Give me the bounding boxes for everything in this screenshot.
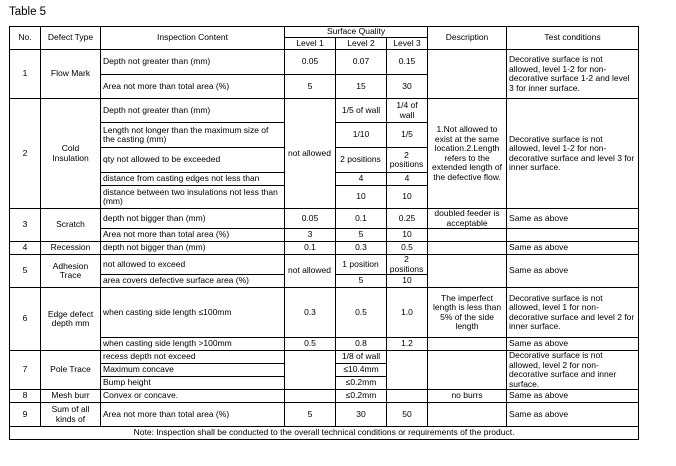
row-no: 7 (10, 351, 41, 390)
level-3-value (387, 351, 428, 390)
level-1-value: 5 (285, 403, 336, 427)
table-row (10, 338, 639, 351)
defect-type: Cold Insulation (41, 99, 101, 209)
table-note: Note: Inspection shall be conducted to the overall technical conditions or requirements of the product. (10, 427, 639, 440)
level-2-value: ≤0.2mm (336, 377, 387, 390)
level-1-value: 0.05 (285, 50, 336, 75)
defect-type: Recession (41, 242, 101, 255)
level-3-value: 4 (387, 173, 428, 186)
defect-type: Adhesion Trace (41, 255, 101, 288)
header-description: Description (428, 27, 507, 50)
level-3-value: 0.25 (387, 209, 428, 229)
level-2-value: 10 (336, 186, 387, 209)
inspection-content: distance from casting edges not less than (101, 173, 285, 186)
level-3-value: 0.15 (387, 50, 428, 75)
inspection-content: Convex or concave. (101, 390, 285, 403)
level-2-value: 1/8 of wall (336, 351, 387, 364)
defect-type: Sum of all kinds of (41, 403, 101, 427)
description (428, 242, 507, 255)
level-2-value: 1/5 of wall (336, 99, 387, 123)
level-1-value (285, 390, 336, 403)
test-conditions: Same as above (507, 390, 639, 403)
description (428, 229, 507, 242)
level-3-value: 0.5 (387, 242, 428, 255)
level-3-value: 1.2 (387, 338, 428, 351)
description (428, 351, 507, 390)
row-no: 4 (10, 242, 41, 255)
inspection-content: depth not bigger than (mm) (101, 209, 285, 229)
header-level-3: Level 3 (387, 38, 428, 50)
level-2-value: ≤0.2mm (336, 390, 387, 403)
row-no: 3 (10, 209, 41, 242)
level-3-value: 1/4 of wall (387, 99, 428, 123)
defect-type: Flow Mark (41, 50, 101, 99)
table-row (10, 209, 639, 229)
header-test-conditions: Test conditions (507, 27, 639, 50)
level-2-value: 2 positions (336, 148, 387, 173)
test-conditions: Decorative surface is not allowed, level 1-2 for non-decorative surface and level 3 for inner surface. (507, 99, 639, 209)
level-1-value (285, 351, 336, 390)
table-row (10, 50, 639, 75)
description: doubled feeder is acceptable (428, 209, 507, 229)
table-row (10, 390, 639, 403)
inspection-content: recess depth not exceed (101, 351, 285, 364)
header-defect-type: Defect Type (41, 27, 101, 50)
level-2-value: 30 (336, 403, 387, 427)
header-row (10, 27, 639, 38)
level-2-value: ≤10.4mm (336, 364, 387, 377)
description (428, 255, 507, 288)
description (428, 338, 507, 351)
row-no: 1 (10, 50, 41, 99)
header-surface-quality: Surface Quality (285, 27, 428, 38)
inspection-content: when casting side length >100mm (101, 338, 285, 351)
test-conditions: Decorative surface is not allowed, level 2 for non-decorative surface and inner surface. (507, 351, 639, 390)
header-no: No. (10, 27, 41, 50)
header-level-2: Level 2 (336, 38, 387, 50)
test-conditions: Decorative surface is not allowed, level 1-2 for non-decorative surface 1-2 and level 3 for inner surface. (507, 50, 639, 99)
description: no burrs (428, 390, 507, 403)
row-no: 2 (10, 99, 41, 209)
level-1-value: 5 (285, 75, 336, 99)
level-2-value: 0.8 (336, 338, 387, 351)
test-conditions: Same as above (507, 403, 639, 427)
level-1-value: not allowed (285, 255, 336, 288)
defect-type: Scratch (41, 209, 101, 242)
level-1-value: 3 (285, 229, 336, 242)
level-2-value: 4 (336, 173, 387, 186)
level-3-value: 30 (387, 75, 428, 99)
level-2-value: 1/10 (336, 123, 387, 148)
description (428, 50, 507, 99)
test-conditions (507, 229, 639, 242)
row-no: 5 (10, 255, 41, 288)
header-inspection-content: Inspection Content (101, 27, 285, 50)
table-row (10, 351, 639, 364)
description: The imperfect length is less than 5% of the side length (428, 288, 507, 338)
inspection-content: when casting side length ≤100mm (101, 288, 285, 338)
level-1-value: 0.5 (285, 338, 336, 351)
level-2-value: 0.1 (336, 209, 387, 229)
inspection-content: qty not allowed to be exceeded (101, 148, 285, 173)
level-3-value: 10 (387, 186, 428, 209)
header-level-1: Level 1 (285, 38, 336, 50)
row-no: 6 (10, 288, 41, 351)
inspection-content: Area not more than total area (%) (101, 229, 285, 242)
level-3-value: 1/5 (387, 123, 428, 148)
inspection-content: Area not more than total area (%) (101, 75, 285, 99)
inspection-table (9, 26, 639, 440)
level-3-value: 2 positions (387, 255, 428, 275)
row-no: 9 (10, 403, 41, 427)
defect-type: Mesh burr (41, 390, 101, 403)
level-1-value: 0.1 (285, 242, 336, 255)
row-no: 8 (10, 390, 41, 403)
level-1-value: 0.3 (285, 288, 336, 338)
level-3-value (387, 390, 428, 403)
level-2-value: 0.5 (336, 288, 387, 338)
inspection-content: Maximum concave (101, 364, 285, 377)
inspection-content: Bump height (101, 377, 285, 390)
inspection-content: depth not bigger than (mm) (101, 242, 285, 255)
level-2-value: 0.3 (336, 242, 387, 255)
level-2-value: 0.07 (336, 50, 387, 75)
table-row (10, 288, 639, 338)
test-conditions: Same as above (507, 255, 639, 288)
test-conditions: Same as above (507, 338, 639, 351)
defect-type: Edge defect depth mm (41, 288, 101, 351)
level-3-value: 1.0 (387, 288, 428, 338)
inspection-content: Depth not greater than (mm) (101, 50, 285, 75)
inspection-content: Area not more than total area (%) (101, 403, 285, 427)
level-2-value: 15 (336, 75, 387, 99)
level-3-value: 2 positions (387, 148, 428, 173)
table-row (10, 99, 639, 123)
level-2-value: 5 (336, 229, 387, 242)
inspection-content: area covers defective surface area (%) (101, 275, 285, 288)
level-3-value: 10 (387, 275, 428, 288)
table-caption: Table 5 (9, 6, 47, 18)
inspection-content: Length not longer than the maximum size of the casting (mm) (101, 123, 285, 148)
note-row (10, 427, 639, 440)
test-conditions: Decorative surface is not allowed, level 1 for non-decorative surface and level 2 for inner surface. (507, 288, 639, 338)
test-conditions: Same as above (507, 209, 639, 229)
level-1-value: not allowed (285, 99, 336, 209)
description (428, 403, 507, 427)
table-row (10, 403, 639, 427)
defect-type: Pole Trace (41, 351, 101, 390)
test-conditions: Same as above (507, 242, 639, 255)
level-2-value: 1 position (336, 255, 387, 275)
level-3-value: 50 (387, 403, 428, 427)
inspection-content: Depth not greater than (mm) (101, 99, 285, 123)
level-2-value: 5 (336, 275, 387, 288)
table-row (10, 242, 639, 255)
level-1-value: 0.05 (285, 209, 336, 229)
inspection-content: distance between two insulations not less than (mm) (101, 186, 285, 209)
description: 1.Not allowed to exist at the same location.2.Length refers to the extended length of the defective flow. (428, 99, 507, 209)
level-3-value: 10 (387, 229, 428, 242)
table-row (10, 255, 639, 275)
table-row (10, 229, 639, 242)
inspection-content: not allowed to exceed (101, 255, 285, 275)
